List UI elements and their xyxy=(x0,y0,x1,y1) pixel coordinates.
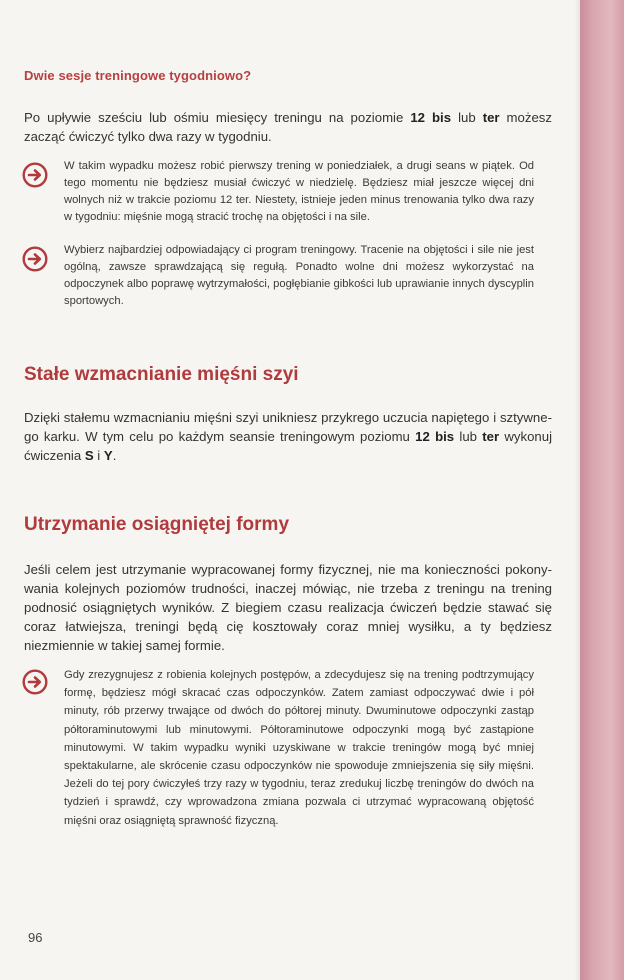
section-heading-maintain: Utrzymanie osiągniętej formy xyxy=(24,514,290,535)
intro-paragraph: Po upływie sześciu lub ośmiu miesięcy treningu na poziomie 12 bis lub ter możesz zacząć ćwiczyć tylko dwa razy w tygodniu. xyxy=(24,110,552,144)
arrow-circle-icon xyxy=(22,246,48,272)
page-edge-stripe xyxy=(580,0,624,980)
section-heading-two-sessions: Dwie sesje treningowe tygodniowo? xyxy=(24,68,252,83)
maintain-paragraph: Jeśli celem jest utrzymanie wypracowanej formy fizycznej, nie ma konieczności pokonywania kolejnych poziomów trudności, inaczej mówiąc, nie trzeba z treningu na trening podnosić osiągniętych wyników. Z biegiem czasu realizacja ćwiczeń będzie stawać się coraz łatwiejsza, treningi będą cię kosztowały coraz mniej wysiłku, a ty będziesz niezmiennie w takiej samej formie. xyxy=(24,562,552,653)
note-paragraph: Gdy zrezygnujesz z robienia kolejnych postępów, a zdecydujesz się na trening podtrzymujący formę, będziesz mógł skracać czas odpoczynków. Zatem zamiast odpoczywać dwie i pół minuty, rób przerwy trwające od dwóch do półtorej minuty. Dwuminutowe odpoczynki zastąp półtoraminutowymi lub minutowymi. Półtoraminutowe odpoczynki mogą być zastąpione minutowymi. W takim wypadku wyniki uzyskiwane w trakcie treningów mogą być mniej spektakularne, ale skrócenie czasu odpoczynków nie spowoduje zmniejszenia się siły mięśni. Jeżeli do tej pory ćwiczyłeś trzy razy w tygodniu, teraz zredukuj liczbę treningów do dwóch na tydzień i sprawdź, czy wprowadzona zmiana pozwala ci utrzymać wypracowaną objętość mięśni oraz osiągniętą sprawność fizyczną. xyxy=(64,669,534,827)
note-paragraph: Wybierz najbardziej odpowiadający ci program treningowy. Tracenie na objętości i sile nie jest ogólną, zawsze sprawdzającą się regułą. Ponadto wolne dni możesz wykorzystać na odpoczynek albo poprawę wytrzymałości, pogłębianie gibkości lub uprawianie innych dyscyplin sportowych. xyxy=(64,244,534,307)
neck-paragraph: Dzięki stałemu wzmacnianiu mięśni szyi unikniesz przykrego uczucia napiętego i sztywnego karku. W tym celu po każdym seansie treningowym poziomu 12 bis lub ter wykonuj ćwiczenia S i Y. xyxy=(24,410,553,463)
note-paragraph: W takim wypadku możesz robić pierwszy trening w poniedziałek, a drugi seans w piątek. Od tego momentu nie będziesz musiał ćwiczyć w niedzielę. Będziesz miał jeszcze więcej dni wolnych niż w trakcie poziomu 12 ter. Niestety, istnieje jeden minus trenowania tylko dwa razy w tygodniu: mięśnie mogą stracić trochę na objętości i na sile. xyxy=(64,160,534,223)
section-heading-neck: Stałe wzmacnianie mięśni szyi xyxy=(24,364,299,385)
arrow-circle-icon xyxy=(22,669,48,695)
page-number: 96 xyxy=(28,930,43,945)
arrow-circle-icon xyxy=(22,162,48,188)
